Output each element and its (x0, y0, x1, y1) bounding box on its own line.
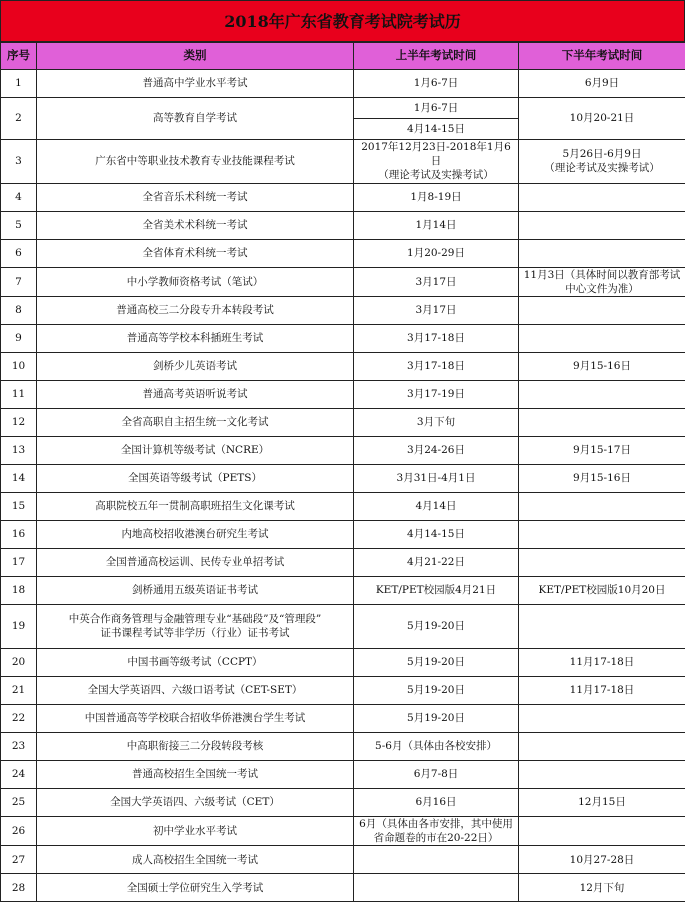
row-no: 6 (1, 239, 37, 267)
row-no: 22 (1, 704, 37, 732)
table-row (1, 676, 685, 704)
header-no: 序号 (1, 43, 37, 70)
row-first: 3月下旬 (354, 408, 519, 436)
row-no: 4 (1, 183, 37, 211)
row-no: 2 (1, 98, 37, 140)
row-second (519, 604, 685, 648)
table-row (1, 352, 685, 380)
row-no: 27 (1, 846, 37, 874)
row-second: 10月27-28日 (519, 846, 685, 874)
page-title: 2018年广东省教育考试院考试历 (0, 0, 685, 42)
row-no: 8 (1, 296, 37, 324)
table-row (1, 183, 685, 211)
row-first: 3月17日 (354, 267, 519, 296)
header-first-half: 上半年考试时间 (354, 43, 519, 70)
row-first: 3月31日-4月1日 (354, 464, 519, 492)
row-first: 5月19-20日 (354, 704, 519, 732)
table-row (1, 548, 685, 576)
row-no: 1 (1, 70, 37, 98)
table-row (1, 408, 685, 436)
row-second (519, 520, 685, 548)
row-first: 1月14日 (354, 211, 519, 239)
table-row (1, 239, 685, 267)
row-name: 普通高中学业水平考试 (37, 70, 354, 98)
exam-calendar-table (0, 42, 685, 902)
row-first: 1月6-7日 (354, 98, 519, 119)
row-no: 28 (1, 874, 37, 902)
row-second: 12月下旬 (519, 874, 685, 902)
row-name: 普通高等学校本科插班生考试 (37, 324, 354, 352)
row-first-line1: 2017年12月23日-2018年1月6日 (361, 141, 511, 167)
table-row (1, 788, 685, 816)
table-row (1, 464, 685, 492)
table-row (1, 760, 685, 788)
table-row (1, 492, 685, 520)
row-no: 10 (1, 352, 37, 380)
table-row (1, 211, 685, 239)
row-first-b: 4月14-15日 (354, 119, 519, 140)
row-first-line2: （理论考试及实操考试） (378, 169, 494, 181)
row-first: 1月8-19日 (354, 183, 519, 211)
table-row (1, 324, 685, 352)
row-first (354, 140, 519, 184)
row-name: 高职院校五年一贯制高职班招生文化课考试 (37, 492, 354, 520)
table-row (1, 576, 685, 604)
row-name: 全省音乐术科统一考试 (37, 183, 354, 211)
row-name: 全国计算机等级考试（NCRE） (37, 436, 354, 464)
table-row (1, 846, 685, 874)
row-first: 3月17-18日 (354, 324, 519, 352)
row-second (519, 408, 685, 436)
table-row (1, 648, 685, 676)
row-first: KET/PET校园版4月21日 (354, 576, 519, 604)
row-no: 7 (1, 267, 37, 296)
header-category: 类别 (37, 43, 354, 70)
row-no: 12 (1, 408, 37, 436)
row-second (519, 324, 685, 352)
row-no: 26 (1, 816, 37, 845)
row-name: 全国普通高校运训、民传专业单招考试 (37, 548, 354, 576)
row-name: 全省高职自主招生统一文化考试 (37, 408, 354, 436)
row-name: 高等教育自学考试 (37, 98, 354, 140)
row-first: 6月（具体由各市安排，其中使用省命题卷的市在20-22日） (354, 816, 519, 845)
table-row (1, 874, 685, 902)
row-name: 广东省中等职业技术教育专业技能课程考试 (37, 140, 354, 184)
row-name: 全省美术术科统一考试 (37, 211, 354, 239)
row-no: 20 (1, 648, 37, 676)
table-row (1, 816, 685, 845)
row-name: 剑桥少儿英语考试 (37, 352, 354, 380)
row-first: 5月19-20日 (354, 604, 519, 648)
row-no: 14 (1, 464, 37, 492)
row-second: 9月15-16日 (519, 464, 685, 492)
table-row (1, 436, 685, 464)
row-first (354, 846, 519, 874)
row-second (519, 548, 685, 576)
row-second: 11月17-18日 (519, 676, 685, 704)
row-name: 中国普通高等学校联合招收华侨港澳台学生考试 (37, 704, 354, 732)
row-second (519, 296, 685, 324)
row-no: 15 (1, 492, 37, 520)
row-first: 4月14-15日 (354, 520, 519, 548)
table-row (1, 70, 685, 98)
row-name: 中小学教师资格考试（笔试） (37, 267, 354, 296)
row-no: 5 (1, 211, 37, 239)
row-second: KET/PET校园版10月20日 (519, 576, 685, 604)
table-header-row (1, 43, 685, 70)
table-row (1, 704, 685, 732)
row-name: 内地高校招收港澳台研究生考试 (37, 520, 354, 548)
row-first: 4月21-22日 (354, 548, 519, 576)
row-second (519, 239, 685, 267)
row-second-line1: 5月26日-6月9日 (563, 148, 642, 160)
row-second (519, 380, 685, 408)
row-no: 16 (1, 520, 37, 548)
row-name: 成人高校招生全国统一考试 (37, 846, 354, 874)
row-first (354, 874, 519, 902)
table-row (1, 380, 685, 408)
row-second: 10月20-21日 (519, 98, 685, 140)
table-row (1, 296, 685, 324)
row-first: 3月24-26日 (354, 436, 519, 464)
row-name: 剑桥通用五级英语证书考试 (37, 576, 354, 604)
row-name: 普通高考英语听说考试 (37, 380, 354, 408)
row-no: 13 (1, 436, 37, 464)
table-row (1, 98, 685, 119)
table-row (1, 267, 685, 296)
row-second: 11月17-18日 (519, 648, 685, 676)
row-second (519, 760, 685, 788)
row-name: 普通高校招生全国统一考试 (37, 760, 354, 788)
row-name-line2: 证书课程考试等非学历（行业）证书考试 (101, 627, 290, 639)
row-first: 5月19-20日 (354, 676, 519, 704)
row-no: 18 (1, 576, 37, 604)
row-name: 中国书画等级考试（CCPT） (37, 648, 354, 676)
row-name: 中高职衔接三二分段转段考核 (37, 732, 354, 760)
row-second (519, 211, 685, 239)
row-no: 25 (1, 788, 37, 816)
row-second (519, 140, 685, 184)
row-no: 24 (1, 760, 37, 788)
row-name: 全省体育术科统一考试 (37, 239, 354, 267)
row-name: 全国英语等级考试（PETS） (37, 464, 354, 492)
row-first: 3月17-18日 (354, 352, 519, 380)
row-second: 9月15-16日 (519, 352, 685, 380)
row-name: 全国大学英语四、六级考试（CET） (37, 788, 354, 816)
table-row (1, 732, 685, 760)
row-no: 9 (1, 324, 37, 352)
row-second (519, 492, 685, 520)
row-second: 6月9日 (519, 70, 685, 98)
row-second (519, 816, 685, 845)
row-second (519, 732, 685, 760)
row-second-line2: （理论考试及实操考试） (544, 162, 660, 174)
row-first: 1月20-29日 (354, 239, 519, 267)
row-name-line1: 中英合作商务管理与金融管理专业“基础段”及“管理段” (69, 613, 321, 625)
row-no: 17 (1, 548, 37, 576)
row-no: 19 (1, 604, 37, 648)
row-no: 23 (1, 732, 37, 760)
table-row (1, 520, 685, 548)
row-name: 普通高校三二分段专升本转段考试 (37, 296, 354, 324)
row-second (519, 704, 685, 732)
row-first: 5月19-20日 (354, 648, 519, 676)
row-first: 6月7-8日 (354, 760, 519, 788)
row-no: 3 (1, 140, 37, 184)
row-name: 全国硕士学位研究生入学考试 (37, 874, 354, 902)
row-name: 全国大学英语四、六级口语考试（CET-SET） (37, 676, 354, 704)
row-first: 1月6-7日 (354, 70, 519, 98)
header-second-half: 下半年考试时间 (519, 43, 685, 70)
row-first: 3月17日 (354, 296, 519, 324)
row-no: 11 (1, 380, 37, 408)
row-second: 11月3日（具体时间以教育部考试中心文件为准） (519, 267, 685, 296)
row-no: 21 (1, 676, 37, 704)
row-name: 初中学业水平考试 (37, 816, 354, 845)
row-name (37, 604, 354, 648)
table-row (1, 140, 685, 184)
row-second: 12月15日 (519, 788, 685, 816)
row-first: 5-6月（具体由各校安排） (354, 732, 519, 760)
row-first: 4月14日 (354, 492, 519, 520)
row-first: 6月16日 (354, 788, 519, 816)
table-row (1, 604, 685, 648)
row-second: 9月15-17日 (519, 436, 685, 464)
row-first: 3月17-19日 (354, 380, 519, 408)
row-second (519, 183, 685, 211)
